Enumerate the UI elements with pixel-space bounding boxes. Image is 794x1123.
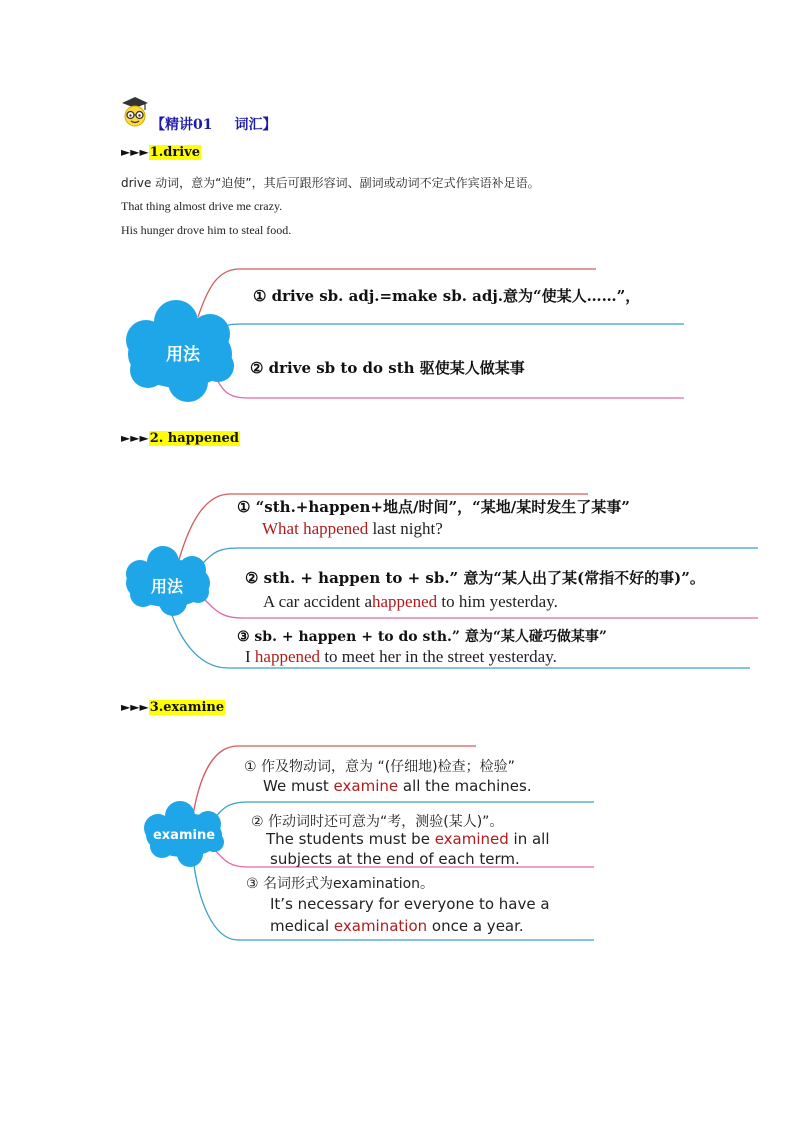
cloud-label: examine bbox=[152, 828, 216, 843]
drive-branch-2-line bbox=[218, 324, 684, 332]
section-title-happened: ►►►2. happened bbox=[121, 431, 239, 446]
triple-arrow-icon: ►►► bbox=[121, 431, 149, 445]
drive-example-2: His hunger drove him to steal food. bbox=[121, 223, 292, 237]
triple-arrow-icon: ►►► bbox=[121, 700, 149, 714]
section-title-examine: ►►►3.examine bbox=[121, 700, 225, 715]
header-title: 【精讲01 词汇】 bbox=[151, 117, 277, 133]
drive-branch-2-text: ② drive sb to do sth 驱使某人做某事 bbox=[250, 359, 525, 377]
happened-branch-1-example: What happened last night? bbox=[262, 519, 443, 538]
examine-branch-1-example: We must examine all the machines. bbox=[263, 777, 532, 795]
drive-definition: drive 动词，意为“迫使”，其后可跟形容词、副词或动词不定式作宾语补足语。 bbox=[121, 176, 540, 190]
scholar-emoji-icon bbox=[121, 96, 149, 128]
drive-branch-1-text: ① drive sb. adj.=make sb. adj.意为“使某人……”， bbox=[253, 287, 641, 305]
examine-branch-2-example-cont: subjects at the end of each term. bbox=[270, 850, 520, 868]
cloud-label: 用法 bbox=[150, 577, 184, 596]
happened-branch-2-line bbox=[203, 548, 758, 563]
examine-branch-3-example-cont: medical examination once a year. bbox=[270, 917, 524, 935]
triple-arrow-icon: ►►► bbox=[121, 145, 149, 159]
happened-branch-3-example: I happened to meet her in the street yesterday. bbox=[245, 647, 557, 666]
happened-branch-1-text: ① “sth.+happen+地点/时间”，“某地/某时发生了某事” bbox=[237, 498, 630, 516]
drive-example-1: That thing almost drive me crazy. bbox=[121, 199, 283, 213]
examine-branch-2-text: ② 作动词时还可意为“考，测验(某人)”。 bbox=[251, 814, 504, 830]
examine-branch-2-example: The students must be examined in all bbox=[266, 830, 550, 848]
happened-branch-2-text: ② sth. + happen to + sb.” 意为“某人出了某(常指不好的事)”。 bbox=[245, 569, 705, 587]
section-title-drive: ►►►1.drive bbox=[121, 145, 200, 160]
happened-branch-3-text: ③ sb. + happen + to do sth.” 意为“某人碰巧做某事” bbox=[237, 629, 607, 645]
drive-mindmap bbox=[118, 262, 698, 407]
happened-branch-2-example: A car accident ahappened to him yesterday. bbox=[263, 592, 558, 611]
examine-branch-3-text: ③ 名词形式为examination。 bbox=[246, 876, 435, 892]
cloud-label: 用法 bbox=[166, 345, 200, 365]
examine-branch-3-example: It’s necessary for everyone to have a bbox=[270, 895, 550, 913]
examine-branch-1-text: ① 作及物动词，意为 “(仔细地)检查；检验” bbox=[244, 759, 515, 775]
